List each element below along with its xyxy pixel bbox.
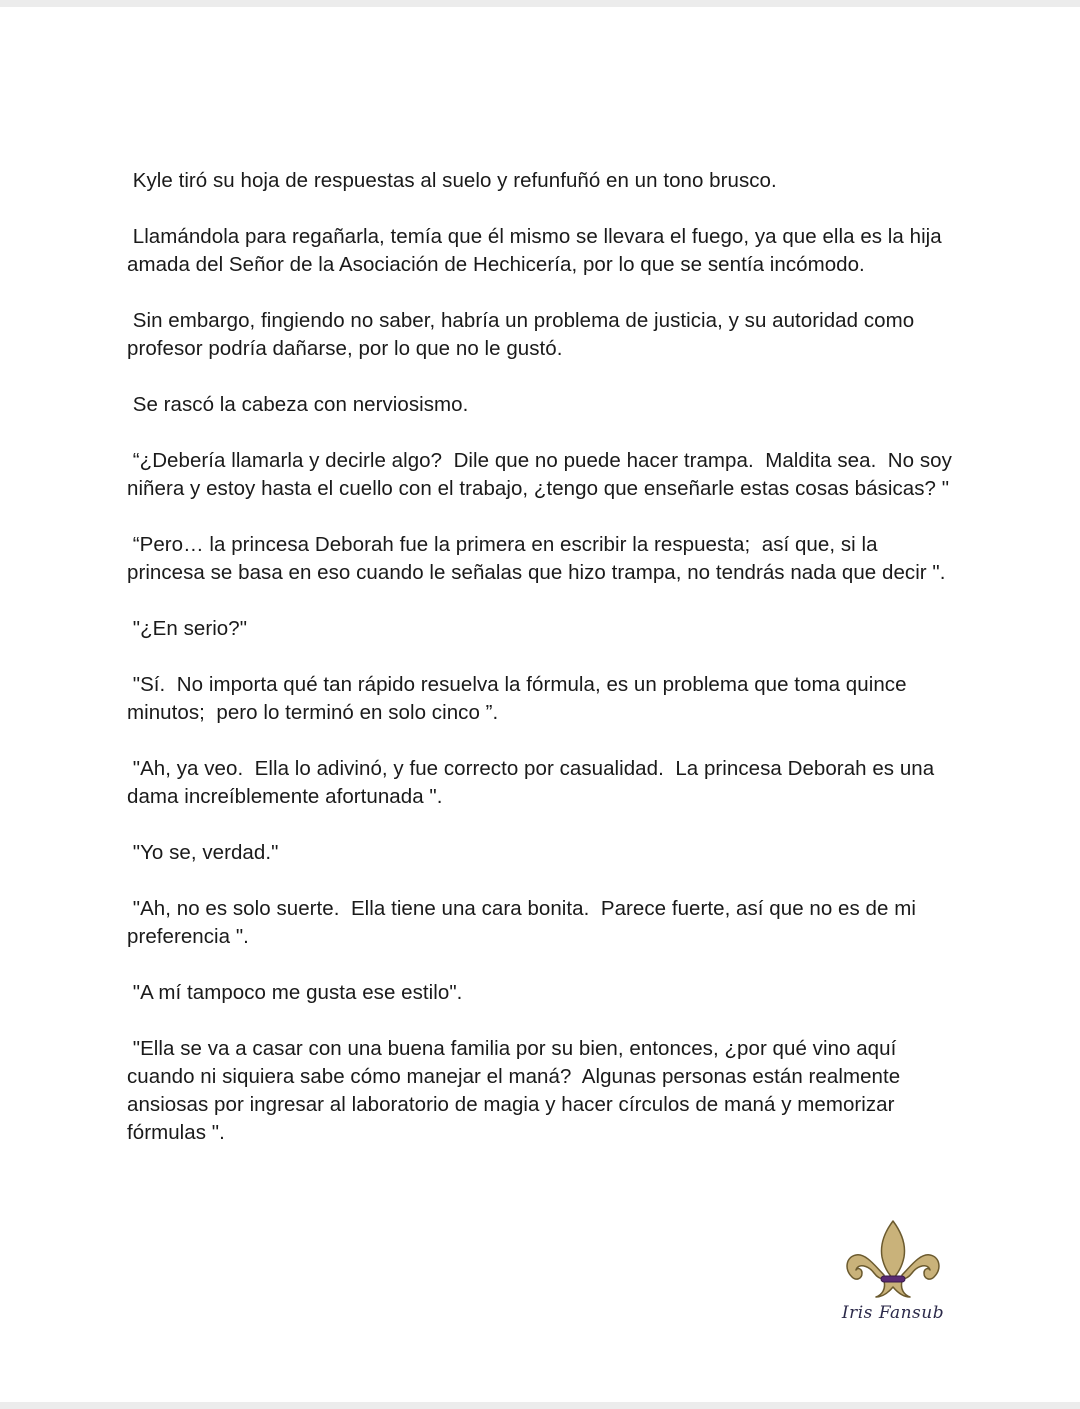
document-text (127, 167, 957, 1175)
paragraph: “Pero… la princesa Deborah fue la primera en escribir la respuesta; así que, si la princesa se basa en eso cuando le señalas que hizo trampa, no tendrás nada que decir ". (127, 533, 946, 584)
fansub-logo (838, 1219, 948, 1334)
fleur-de-lis-icon (844, 1219, 942, 1299)
paragraph: "A mí tampoco me gusta ese estilo". (127, 981, 463, 1004)
paragraph: "Ella se va a casar con una buena familia por su bien, entonces, ¿por qué vino aquí cuando ni siquiera sabe cómo manejar el maná? Algunas personas están realmente ansiosas por ingresar al laboratorio de magia y hacer círculos de maná y memorizar fórmulas ". (127, 1037, 906, 1144)
paragraph: "Ah, ya veo. Ella lo adivinó, y fue correcto por casualidad. La princesa Deborah es una dama increíblemente afortunada ". (127, 757, 940, 808)
paragraph: Kyle tiró su hoja de respuestas al suelo y refunfuñó en un tono brusco. (127, 169, 777, 192)
paragraph: "Ah, no es solo suerte. Ella tiene una cara bonita. Parece fuerte, así que no es de mi preferencia ". (127, 897, 922, 948)
paragraph: "¿En serio?" (127, 617, 248, 640)
paragraph: Llamándola para regañarla, temía que él mismo se llevara el fuego, ya que ella es la hija amada del Señor de la Asociación de Hechicería, por lo que se sentía incómodo. (127, 225, 948, 276)
paragraph: "Sí. No importa qué tan rápido resuelva la fórmula, es un problema que toma quince minutos; pero lo terminó en solo cinco ”. (127, 673, 913, 724)
paragraph: "Yo se, verdad." (127, 841, 279, 864)
paragraph: “¿Debería llamarla y decirle algo? Dile que no puede hacer trampa. Maldita sea. No soy niñera y estoy hasta el cuello con el trabajo, ¿tengo que enseñarle estas cosas básicas? " (127, 449, 958, 500)
logo-text: Iris Fansub (841, 1303, 945, 1323)
paragraph: Sin embargo, fingiendo no saber, habría un problema de justicia, y su autoridad como profesor podría dañarse, por lo que no le gustó. (127, 309, 920, 360)
paragraph: Se rascó la cabeza con nerviosismo. (127, 393, 469, 416)
document-page (0, 7, 1080, 1402)
